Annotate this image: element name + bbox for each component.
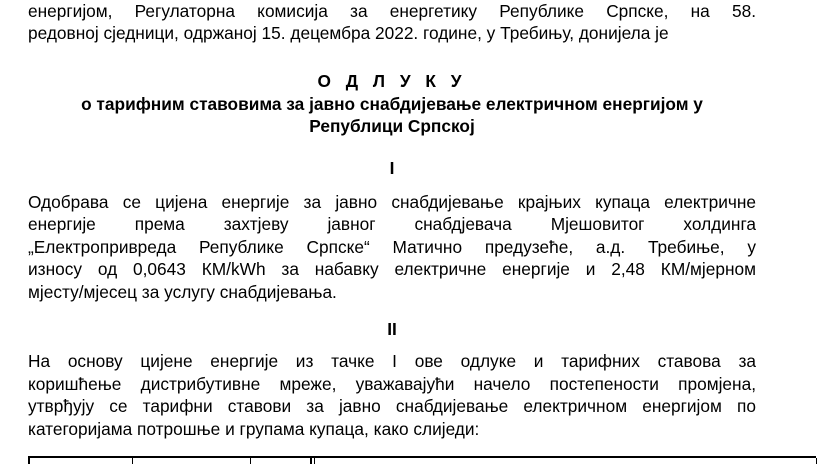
table-column-divider [816,458,817,464]
decision-title: О Д Л У К У [317,71,467,91]
section-1-line-3: „Електропривреда Републике Српске“ Матично предузеће, а.д. Требиње, у [28,237,756,257]
section-1-line-5: мјесту/мјесец за услугу снабдијевања. [28,282,337,302]
section-2-line-1: На основу цијене енергије из тачке I ове одлуке и тарифних ставова за [28,351,756,371]
section-2-heading: II [387,319,397,339]
intro-line-2: редовној сједници, одржаној 15. децембра 2022. године, у Требињу, донијела је [28,23,669,43]
section-2-line-4: категоријама потрошње и групама купаца, како слиједи: [28,419,480,439]
decision-subtitle-line-2: Републици Српској [309,116,475,136]
section-1-heading: I [389,158,395,178]
tariff-table-top [28,456,816,464]
table-column-divider [132,458,133,464]
section-2-line-3: утврђују се тарифни ставови за јавно снабдијевање електричном енергијом по [28,396,756,416]
section-1-line-4: износу од 0,0643 КМ/kWh за набавку електричне енергије и 2,48 КМ/мјерном [28,259,756,279]
table-column-divider [314,458,315,464]
table-column-divider [250,458,251,464]
table-column-divider [310,458,312,464]
section-1-line-2: енергије према захтјеву јавног снабдјевача Мјешовитог холдинга [28,214,756,234]
intro-line-1: енергијом, Регулаторна комисија за енергетику Републике Српске, на 58. [28,1,756,21]
section-2-line-2: коришћење дистрибутивне мреже, уважавајући начело постепености промјена, [28,374,756,394]
decision-subtitle-line-1: о тарифним ставовима за јавно снабдијевање електричном енергијом у [81,94,703,114]
table-column-divider [28,458,30,464]
section-1-line-1: Одобрава се цијена енергије за јавно снабдијевање крајњих купаца електричне [28,192,756,212]
